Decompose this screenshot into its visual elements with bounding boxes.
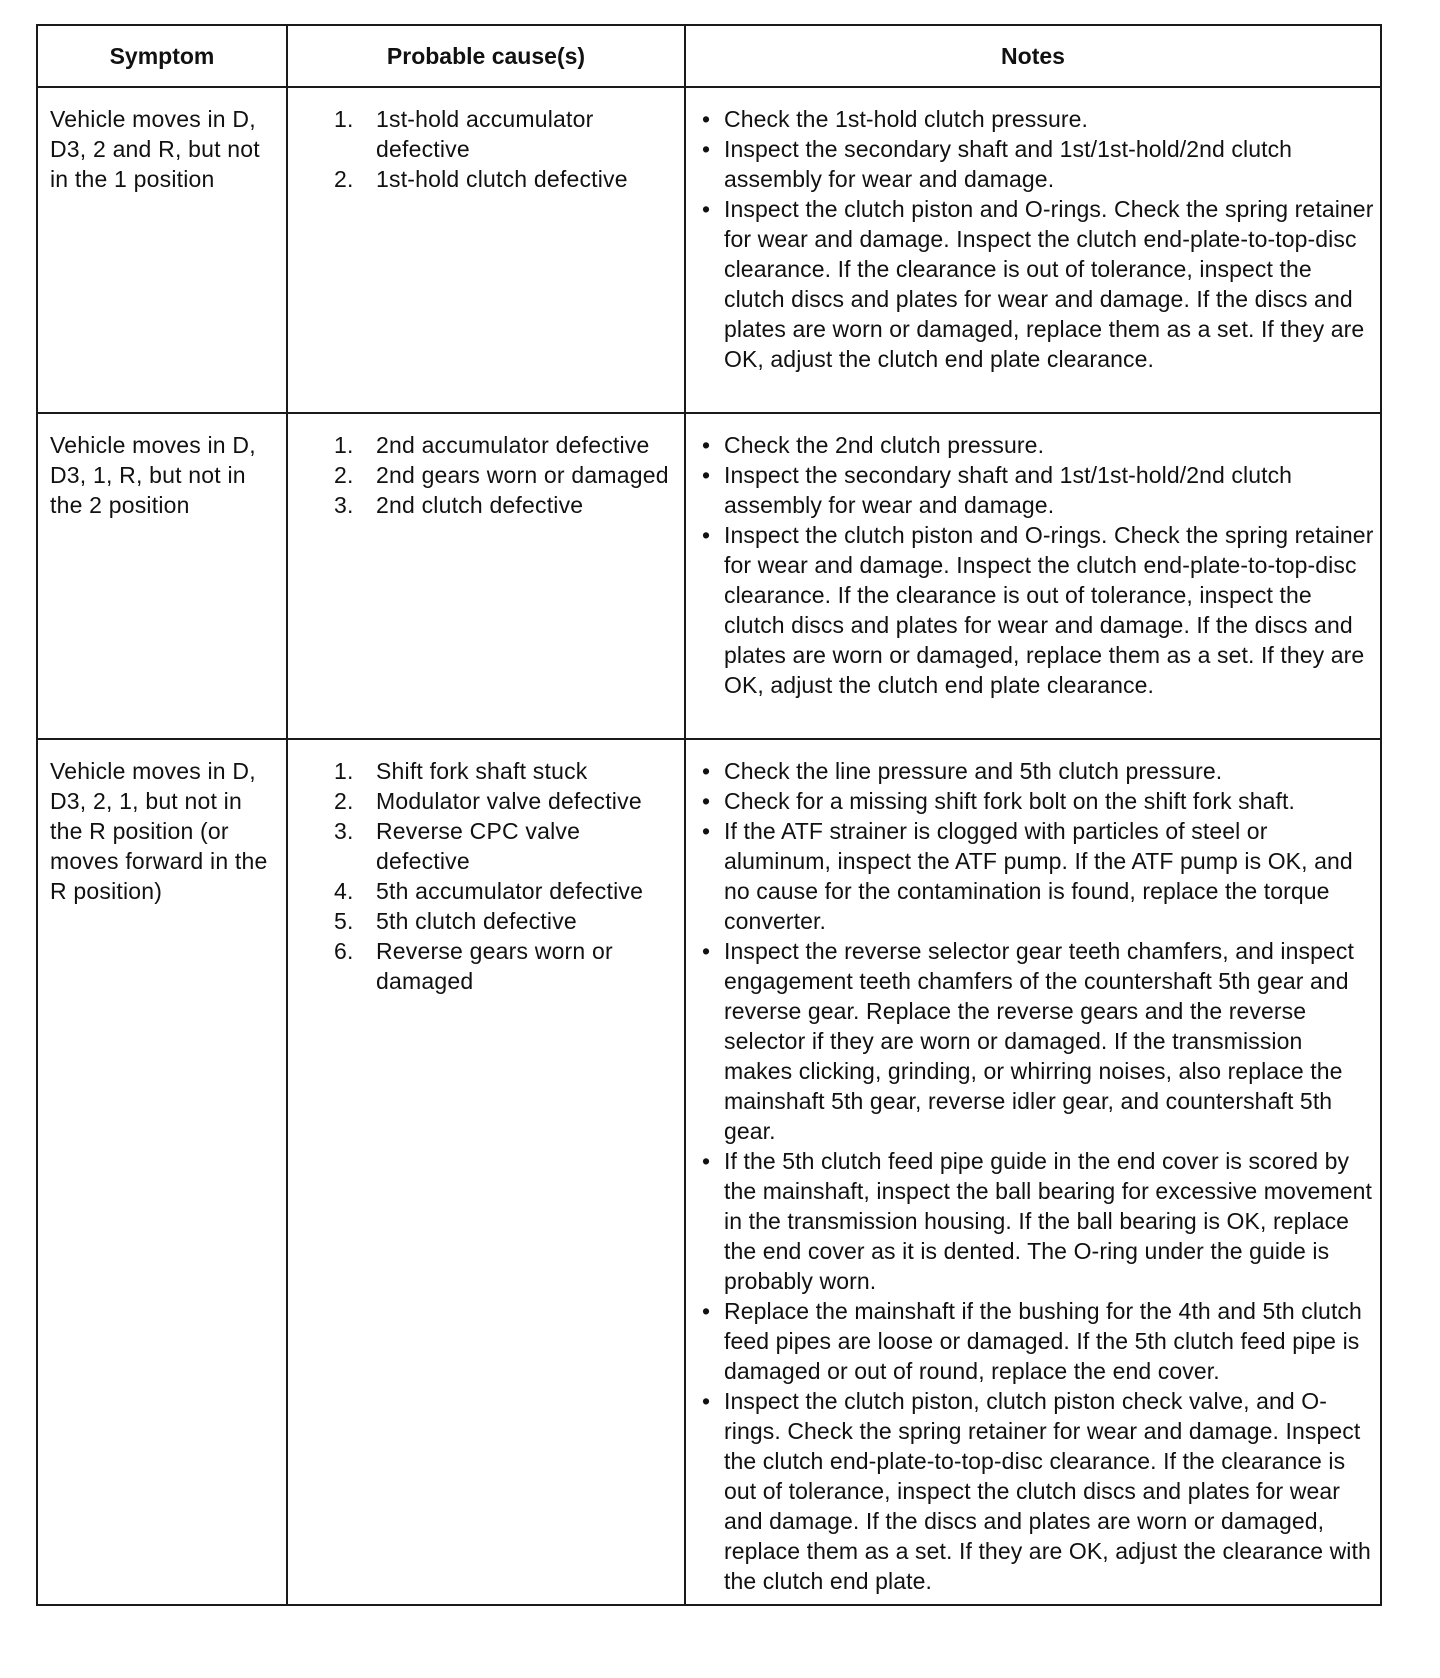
troubleshooting-table bbox=[36, 24, 1382, 1606]
bullet-icon: • bbox=[702, 462, 711, 488]
note-item bbox=[700, 1146, 1374, 1296]
symptom-cell: Vehicle moves in D, D3, 2, 1, but not in the R position (or moves forward in the R position) bbox=[37, 739, 287, 1605]
note-item bbox=[700, 816, 1374, 936]
bullet-icon: • bbox=[702, 1148, 711, 1174]
cause-text: 1st-hold clutch defective bbox=[376, 166, 628, 192]
cause-item bbox=[298, 104, 676, 164]
table-row bbox=[37, 87, 1381, 413]
bullet-icon: • bbox=[702, 432, 711, 458]
causes-cell bbox=[287, 87, 685, 413]
note-item bbox=[700, 194, 1374, 374]
cause-number: 4. bbox=[334, 878, 354, 904]
note-list bbox=[700, 756, 1374, 1596]
cause-item bbox=[298, 906, 676, 936]
header-symptom: Symptom bbox=[37, 25, 287, 87]
note-text: Inspect the secondary shaft and 1st/1st-hold/2nd clutch assembly for wear and damage. bbox=[724, 462, 1293, 518]
note-text: Check for a missing shift fork bolt on the shift fork shaft. bbox=[724, 788, 1296, 814]
cause-number: 2. bbox=[334, 166, 354, 192]
cause-text: Modulator valve defective bbox=[376, 788, 642, 814]
cause-item bbox=[298, 430, 676, 460]
cause-text: 2nd accumulator defective bbox=[376, 432, 650, 458]
cause-number: 5. bbox=[334, 908, 354, 934]
note-item bbox=[700, 786, 1374, 816]
table-row bbox=[37, 413, 1381, 739]
note-item bbox=[700, 936, 1374, 1146]
notes-cell bbox=[685, 739, 1381, 1605]
cause-number: 1. bbox=[334, 432, 354, 458]
note-item bbox=[700, 460, 1374, 520]
notes-cell bbox=[685, 413, 1381, 739]
note-item bbox=[700, 1386, 1374, 1596]
cause-number: 3. bbox=[334, 818, 354, 844]
note-text: Replace the mainshaft if the bushing for the 4th and 5th clutch feed pipes are loose or damaged. If the 5th clutch feed pipe is damaged or out of round, replace the end cover. bbox=[724, 1298, 1362, 1384]
cause-list bbox=[298, 104, 676, 194]
note-text: If the 5th clutch feed pipe guide in the end cover is scored by the mainshaft, inspect the ball bearing for excessive movement in the transmission housing. If the ball bearing is OK, replace the end cover as it is dented. The O-ring under the guide is probably worn. bbox=[724, 1148, 1372, 1294]
cause-number: 6. bbox=[334, 938, 354, 964]
cause-item bbox=[298, 756, 676, 786]
cause-text: 2nd gears worn or damaged bbox=[376, 462, 669, 488]
cause-number: 2. bbox=[334, 788, 354, 814]
table-row bbox=[37, 739, 1381, 1605]
cause-text: Reverse CPC valve defective bbox=[376, 818, 581, 874]
bullet-icon: • bbox=[702, 758, 711, 784]
note-item bbox=[700, 430, 1374, 460]
cause-number: 1. bbox=[334, 106, 354, 132]
note-list bbox=[700, 430, 1374, 700]
cause-list bbox=[298, 756, 676, 996]
cause-number: 1. bbox=[334, 758, 354, 784]
note-text: Inspect the clutch piston and O-rings. Check the spring retainer for wear and damage. Inspect the clutch end-plate-to-top-disc clearance. If the clearance is out of tolerance, inspect the clutch discs and plates for wear and damage. If the discs and plates are worn or damaged, replace them as a set. If they are OK, adjust the clutch end plate clearance. bbox=[724, 196, 1374, 372]
note-item bbox=[700, 756, 1374, 786]
cause-text: 1st-hold accumulator defective bbox=[376, 106, 594, 162]
cause-text: Reverse gears worn or damaged bbox=[376, 938, 613, 994]
note-text: Check the 2nd clutch pressure. bbox=[724, 432, 1045, 458]
bullet-icon: • bbox=[702, 788, 711, 814]
symptom-cell: Vehicle moves in D, D3, 1, R, but not in the 2 position bbox=[37, 413, 287, 739]
note-text: If the ATF strainer is clogged with particles of steel or aluminum, inspect the ATF pump. If the ATF pump is OK, and no cause for the contamination is found, replace the torque converter. bbox=[724, 818, 1353, 934]
cause-item bbox=[298, 490, 676, 520]
symptom-cell: Vehicle moves in D, D3, 2 and R, but not in the 1 position bbox=[37, 87, 287, 413]
bullet-icon: • bbox=[702, 106, 711, 132]
note-text: Inspect the clutch piston and O-rings. Check the spring retainer for wear and damage. Inspect the clutch end-plate-to-top-disc clearance. If the clearance is out of tolerance, inspect the clutch discs and plates for wear and damage. If the discs and plates are worn or damaged, replace them as a set. If they are OK, adjust the clutch end plate clearance. bbox=[724, 522, 1374, 698]
bullet-icon: • bbox=[702, 136, 711, 162]
note-list bbox=[700, 104, 1374, 374]
cause-item bbox=[298, 460, 676, 490]
note-text: Inspect the reverse selector gear teeth chamfers, and inspect engagement teeth chamfers of the countershaft 5th gear and reverse gear. Replace the reverse gears and the reverse selector if they are worn or damaged. If the transmission makes clicking, grinding, or whirring noises, also replace the mainshaft 5th gear, reverse idler gear, and countershaft 5th gear. bbox=[724, 938, 1354, 1144]
note-text: Inspect the clutch piston, clutch piston check valve, and O-rings. Check the spring retainer for wear and damage. Inspect the clutch end-plate-to-top-disc clearance. If the clearance is out of tolerance, inspect the clutch discs and plates for wear and damage. If the discs and plates are worn or damaged, replace them as a set. If they are OK, adjust the clearance with the clutch end plate. bbox=[724, 1388, 1371, 1594]
cause-text: 2nd clutch defective bbox=[376, 492, 584, 518]
header-notes: Notes bbox=[685, 25, 1381, 87]
cause-item bbox=[298, 936, 676, 996]
cause-item bbox=[298, 164, 676, 194]
cause-text: Shift fork shaft stuck bbox=[376, 758, 588, 784]
bullet-icon: • bbox=[702, 1298, 711, 1324]
note-text: Check the line pressure and 5th clutch pressure. bbox=[724, 758, 1223, 784]
bullet-icon: • bbox=[702, 522, 711, 548]
note-item bbox=[700, 104, 1374, 134]
cause-text: 5th accumulator defective bbox=[376, 878, 644, 904]
cause-list bbox=[298, 430, 676, 520]
bullet-icon: • bbox=[702, 1388, 711, 1414]
cause-item bbox=[298, 786, 676, 816]
notes-cell bbox=[685, 87, 1381, 413]
note-item bbox=[700, 134, 1374, 194]
cause-item bbox=[298, 876, 676, 906]
causes-cell bbox=[287, 413, 685, 739]
bullet-icon: • bbox=[702, 818, 711, 844]
cause-number: 2. bbox=[334, 462, 354, 488]
note-item bbox=[700, 520, 1374, 700]
cause-item bbox=[298, 816, 676, 876]
bullet-icon: • bbox=[702, 196, 711, 222]
cause-number: 3. bbox=[334, 492, 354, 518]
note-text: Check the 1st-hold clutch pressure. bbox=[724, 106, 1089, 132]
header-row bbox=[37, 25, 1381, 87]
note-text: Inspect the secondary shaft and 1st/1st-hold/2nd clutch assembly for wear and damage. bbox=[724, 136, 1293, 192]
header-probable-causes: Probable cause(s) bbox=[287, 25, 685, 87]
note-item bbox=[700, 1296, 1374, 1386]
cause-text: 5th clutch defective bbox=[376, 908, 577, 934]
bullet-icon: • bbox=[702, 938, 711, 964]
causes-cell bbox=[287, 739, 685, 1605]
